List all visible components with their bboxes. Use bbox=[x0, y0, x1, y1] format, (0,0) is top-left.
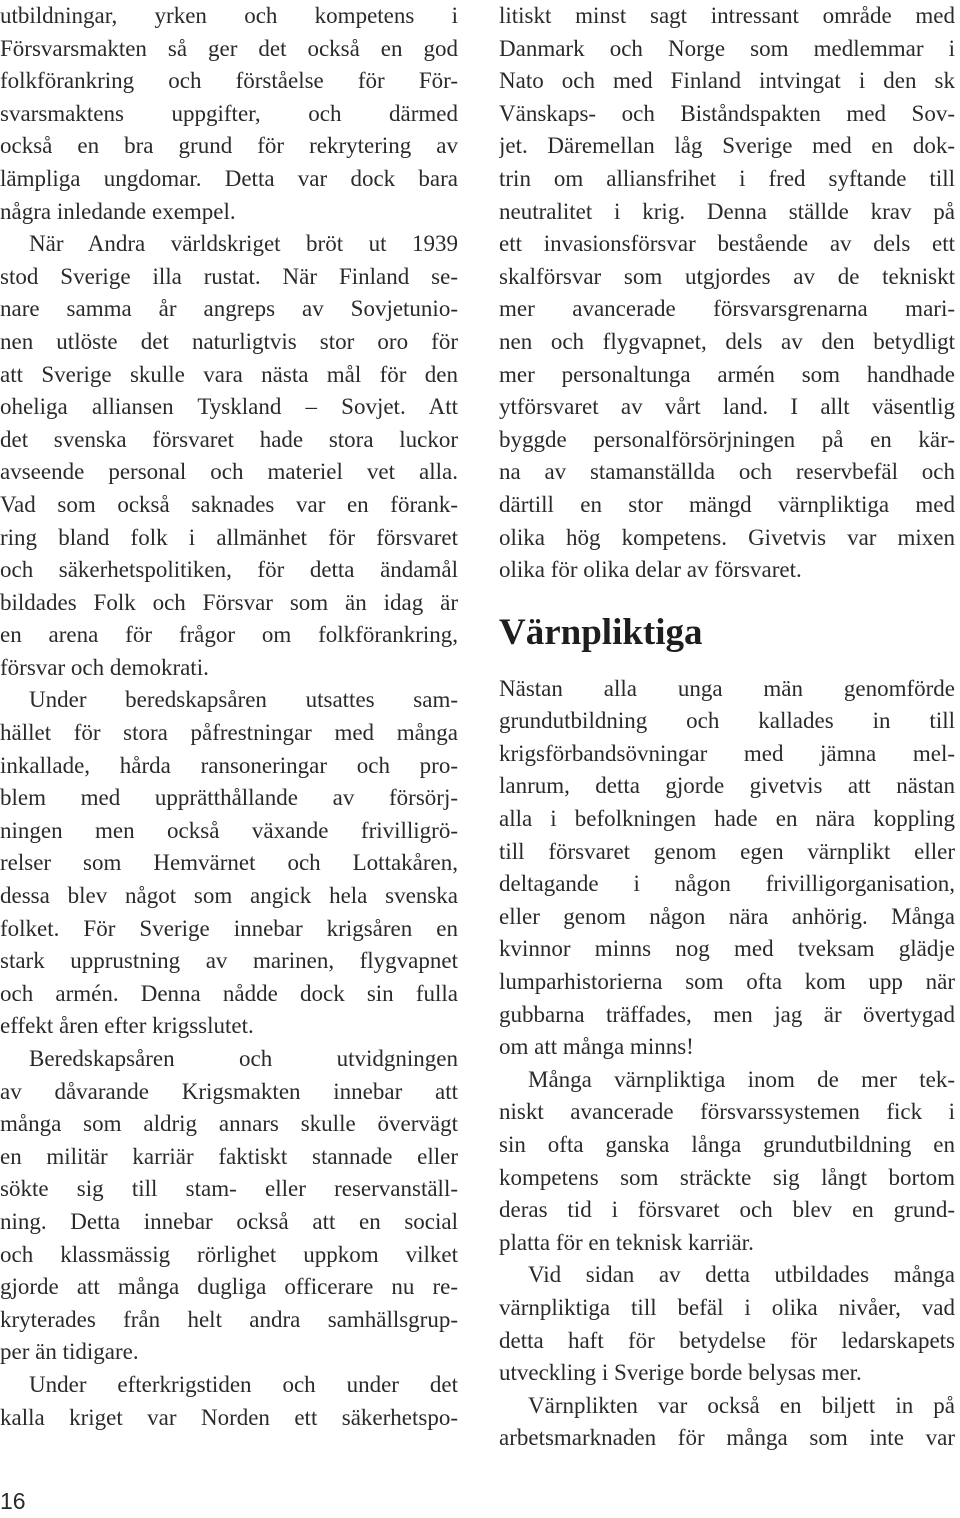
text-line: kompetens som sträckte sig långt bortom bbox=[499, 1164, 955, 1190]
text-line: lumparhistorierna som ofta kom upp när bbox=[499, 969, 955, 995]
text-line: mer avancerade försvarsgrenarna mari- bbox=[499, 296, 955, 322]
text-line: Många värnpliktiga inom de mer tek- bbox=[528, 1066, 955, 1092]
text-line: sin ofta ganska långa grundutbildning en bbox=[499, 1132, 955, 1157]
text-line: deras tid i försvaret och blev en grund- bbox=[499, 1197, 955, 1223]
text-line: krigsförbandsövningar med jämna mel- bbox=[499, 740, 955, 766]
text-line: alla i befolkningen hade en nära koppling bbox=[499, 806, 955, 832]
text-line: olika för olika delar av försvaret. bbox=[499, 557, 802, 583]
text-line: neutralitet i krig. Denna ställde krav på bbox=[499, 198, 955, 224]
text-line: sökte sig till stam- eller reservanställ- bbox=[0, 1176, 458, 1202]
text-line: oheliga alliansen Tyskland – Sovjet. Att bbox=[0, 394, 458, 420]
text-line: Under efterkrigstiden och under det bbox=[29, 1371, 458, 1397]
text-line: lämpliga ungdomar. Detta var dock bara bbox=[0, 165, 458, 191]
section-heading-varnpliktiga: Värnpliktiga bbox=[499, 611, 703, 653]
text-line: dessa blev något som angick hela svenska bbox=[0, 883, 458, 909]
text-line: nen och flygvapnet, dels av den betydligt bbox=[499, 328, 955, 354]
text-line: stark upprustning av marinen, flygvapnet bbox=[0, 948, 458, 974]
text-line: Beredskapsåren och utvidgningen bbox=[29, 1046, 458, 1071]
text-line: och säkerhetspolitiken, för detta ändamål bbox=[0, 557, 458, 583]
text-line: och armén. Denna nådde dock sin fulla bbox=[0, 980, 458, 1006]
text-line: jet. Däremellan låg Sverige med en dok- bbox=[499, 133, 955, 159]
text-line: Vad som också saknades var en förank- bbox=[0, 491, 458, 517]
text-line: folket. För Sverige innebar krigsåren en bbox=[0, 915, 458, 941]
text-line: ning. Detta innebar också att en social bbox=[0, 1208, 458, 1234]
text-line: na av stamanställda och reservbefäl och bbox=[499, 459, 955, 485]
text-line: till försvaret genom egen värnplikt eller bbox=[499, 838, 955, 864]
right-column-body-bottom bbox=[499, 673, 955, 1455]
text-line: eller genom någon nära anhörig. Många bbox=[499, 903, 955, 929]
text-line: relser som Hemvärnet och Lottakåren, bbox=[0, 850, 458, 876]
text-line: ring bland folk i allmänhet för försvaret bbox=[0, 524, 458, 550]
text-line: stod Sverige illa rustat. När Finland se- bbox=[0, 263, 458, 289]
text-line: platta för en teknisk karriär. bbox=[499, 1229, 754, 1255]
page-number: 16 bbox=[0, 1488, 26, 1514]
text-line: nare samma år angreps av Sovjetunio- bbox=[0, 296, 458, 322]
text-line: kvinnor minns nog med tveksam glädje bbox=[499, 936, 955, 962]
text-line: en arena för frågor om folkförankring, bbox=[0, 622, 458, 648]
text-line: av dåvarande Krigsmakten innebar att bbox=[0, 1078, 458, 1104]
text-line: och klassmässig rörlighet uppkom vilket bbox=[0, 1241, 458, 1267]
text-line: niskt avancerade försvarssystemen fick i bbox=[499, 1099, 955, 1125]
text-line: kryterades från helt andra samhällsgrup- bbox=[0, 1306, 458, 1332]
right-column-body-top bbox=[499, 0, 955, 587]
text-line: utveckling i Sverige borde belysas mer. bbox=[499, 1360, 862, 1386]
text-line: Värnplikten var också en biljett in på bbox=[528, 1392, 955, 1418]
right-text-column bbox=[499, 0, 955, 1455]
text-line: avseende personal och materiel vet alla. bbox=[0, 459, 458, 485]
text-line: ytförsvaret av vårt land. I allt väsentlig bbox=[499, 394, 955, 420]
text-line: bildades Folk och Försvar som än idag är bbox=[0, 589, 458, 615]
text-line: att Sverige skulle vara nästa mål för den bbox=[0, 361, 458, 387]
text-line: därtill en stor mängd värnpliktiga med bbox=[499, 491, 955, 517]
text-line: per än tidigare. bbox=[0, 1339, 139, 1365]
text-line: Danmark och Norge som medlemmar i bbox=[499, 35, 955, 61]
text-line: Under beredskapsåren utsattes sam- bbox=[29, 687, 458, 713]
text-line: svarsmaktens uppgifter, och därmed bbox=[0, 100, 458, 126]
text-line: skalförsvar som utgjordes av de tekniskt bbox=[499, 263, 955, 289]
text-line: värnpliktiga till befäl i olika nivåer, vad bbox=[499, 1294, 955, 1320]
text-line: olika hög kompetens. Givetvis var mixen bbox=[499, 524, 955, 550]
text-line: När Andra världskriget bröt ut 1939 bbox=[29, 231, 458, 257]
text-line: Vid sidan av detta utbildades många bbox=[528, 1262, 955, 1288]
text-line: nen utlöste det naturligtvis stor oro för bbox=[0, 328, 458, 354]
left-text-column bbox=[0, 0, 458, 1434]
text-line: om att många minns! bbox=[499, 1034, 694, 1060]
text-line: ningen men också växande frivilligrö- bbox=[0, 817, 458, 843]
text-line: detta haft för betydelse för ledarskapets bbox=[499, 1327, 955, 1353]
text-line: Nato och med Finland intvingat i den sk bbox=[499, 68, 955, 94]
text-line: gjorde att många dugliga officerare nu re- bbox=[0, 1274, 458, 1300]
text-line: Nästan alla unga män genomförde bbox=[499, 675, 955, 701]
text-line: inkallade, hårda ransoneringar och pro- bbox=[0, 752, 458, 778]
text-line: kalla kriget var Norden ett säkerhetspo- bbox=[0, 1404, 458, 1430]
text-line: litiskt minst sagt intressant område med bbox=[499, 3, 955, 28]
text-line: en militär karriär faktiskt stannade eller bbox=[0, 1143, 458, 1169]
text-line: hället för stora påfrestningar med många bbox=[0, 720, 458, 746]
text-line: lanrum, detta gjorde givetvis att nästan bbox=[499, 773, 955, 799]
text-line: folkförankring och förståelse för För- bbox=[0, 68, 458, 94]
text-line: många som aldrig annars skulle övervägt bbox=[0, 1111, 458, 1137]
text-line: Försvarsmakten så ger det också en god bbox=[0, 35, 458, 61]
text-line: arbetsmarknaden för många som inte var bbox=[499, 1425, 955, 1451]
text-line: effekt åren efter krigsslutet. bbox=[0, 1013, 254, 1039]
text-line: försvar och demokrati. bbox=[0, 654, 209, 680]
text-line: byggde personalförsörjningen på en kär- bbox=[499, 426, 955, 452]
text-line: gubbarna träffades, men jag är övertygad bbox=[499, 1001, 955, 1027]
text-line: också en bra grund för rekrytering av bbox=[0, 133, 458, 159]
text-line: Vänskaps- och Biståndspakten med Sov- bbox=[499, 100, 955, 126]
text-line: mer personaltunga armén som handhade bbox=[499, 361, 955, 387]
text-line: grundutbildning och kallades in till bbox=[499, 708, 955, 734]
text-line: deltagande i någon frivilligorganisation, bbox=[499, 871, 955, 897]
text-line: ett invasionsförsvar bestående av dels ett bbox=[499, 231, 955, 257]
text-line: blem med upprätthållande av försörj- bbox=[0, 785, 458, 811]
text-line: trin om alliansfrihet i fred syftande till bbox=[499, 165, 955, 191]
text-line: några inledande exempel. bbox=[0, 198, 236, 224]
text-line: utbildningar, yrken och kompetens i bbox=[0, 3, 458, 28]
text-line: det svenska försvaret hade stora luckor bbox=[0, 426, 458, 452]
